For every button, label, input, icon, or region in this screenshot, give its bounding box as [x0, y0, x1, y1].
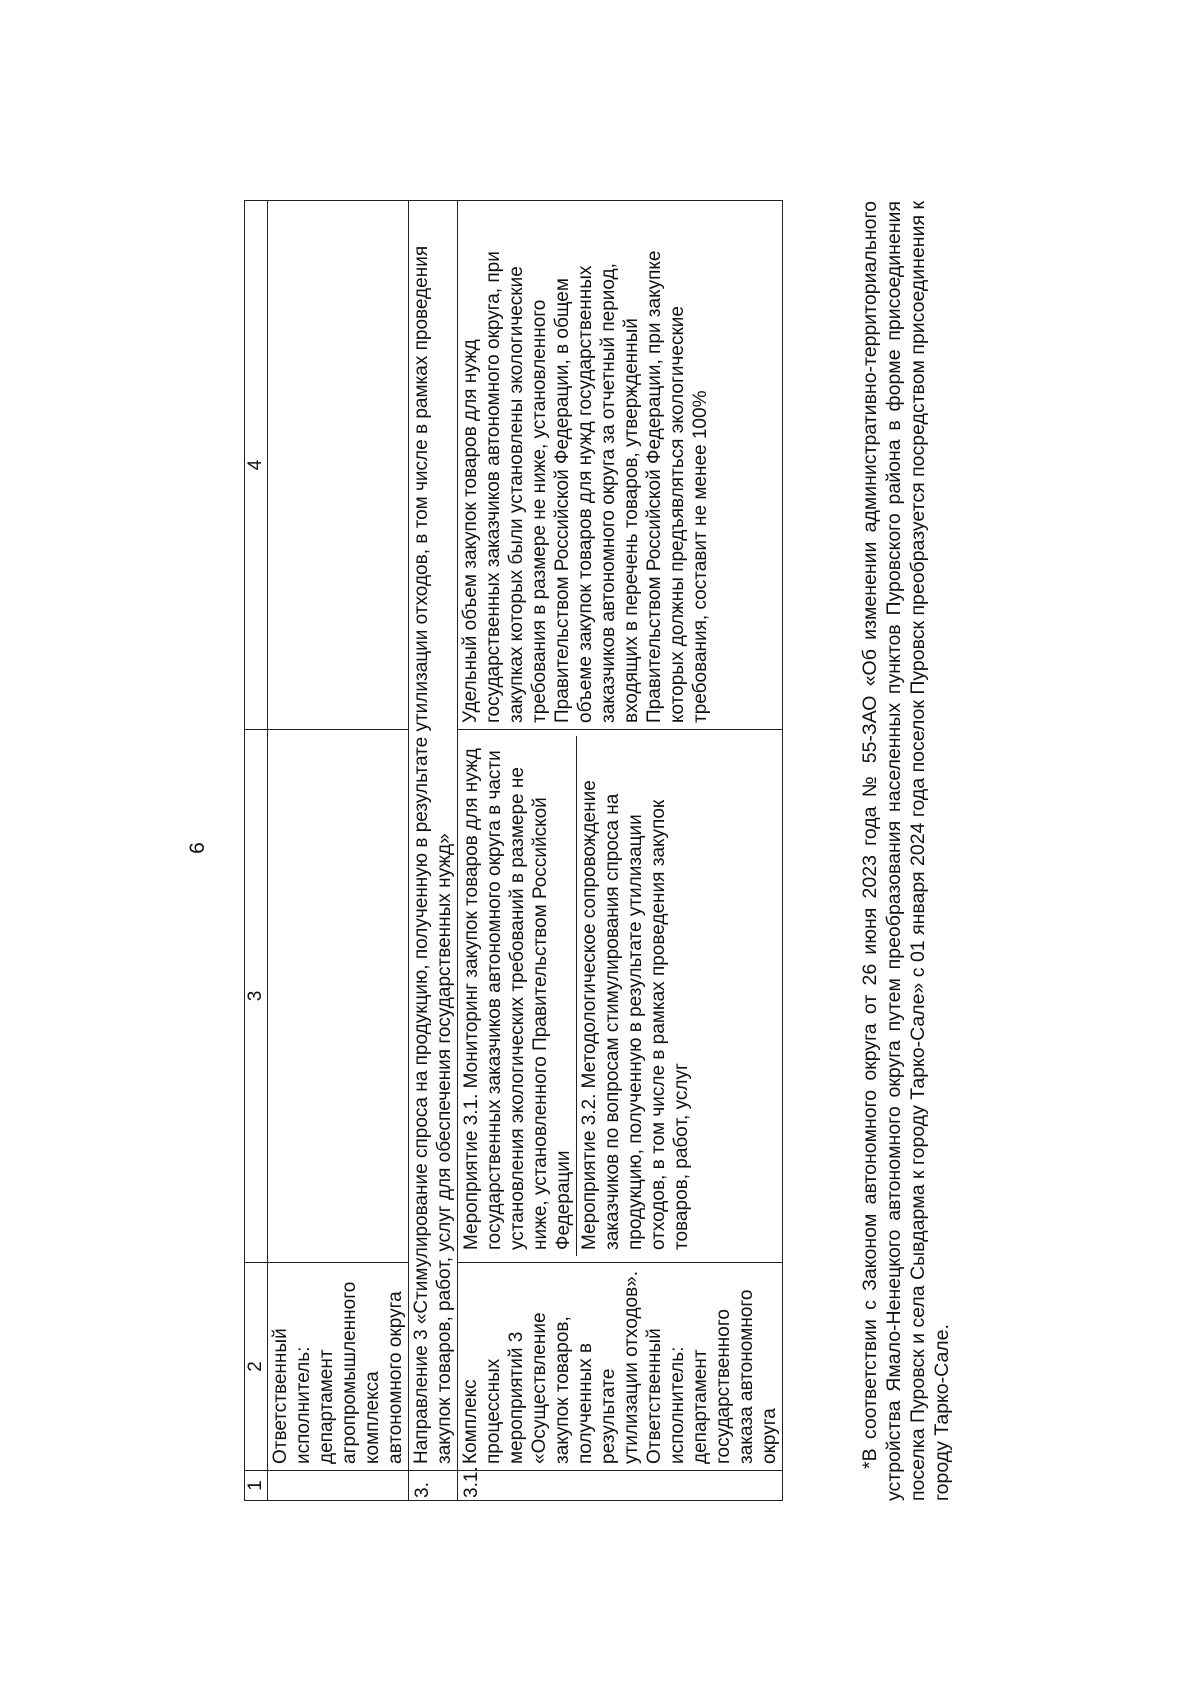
page-number: 6 [186, 842, 209, 854]
complex-responsible: Ответственный исполнитель: департамент государственного заказа автономного округа [644, 1289, 780, 1464]
measures-table [244, 200, 783, 1501]
cell-measures [458, 730, 783, 1263]
table-row-responsible [268, 201, 409, 1501]
cell-empty-col4 [268, 201, 409, 730]
header-col-1: 1 [245, 1471, 268, 1501]
cell-empty-col3 [268, 730, 409, 1263]
table-row-complex [458, 201, 783, 1501]
complex-title: Комплекс процессных мероприятий 3 «Осуществление закупок товаров, полученных в результате утилизации отходов». [460, 1270, 642, 1464]
table-row-direction [409, 201, 458, 1501]
measure-3-1: Мероприятие 3.1. Мониторинг закупок товаров для нужд государственных заказчиков автономного округа в части установления экологических требований в размере не ниже, установленного Правительством Российской Федерации [461, 748, 574, 1250]
cell-complex-num: 3.1. [458, 1471, 783, 1501]
header-col-3: 3 [245, 730, 268, 1263]
header-col-2: 2 [245, 1263, 268, 1471]
rotated-landscape-content [150, 173, 1050, 1523]
cell-direction-title: Направление 3 «Стимулирование спроса на продукцию, полученную в результате утилизации отходов, в том числе в рамках проведения закупок товаров, работ, услуг для обеспечения государственных нужд» [409, 201, 458, 1471]
footnote: *В соответствии с Законом автономного округа от 26 июня 2023 года № 55-ЗАО «Об изменении административно-территориального устройства Ямало-Ненецкого автономного округа путем преобразования населенных пунктов Пуровского района в форме присоединения поселка Пуровск и села Сывдарма к городу Тарко-Сале» с 01 января 2024 года поселок Пуровск преобразуется посредством присоединения к городу Тарко-Сале. [859, 201, 953, 1501]
cell-direction-num: 3. [409, 1471, 458, 1501]
measure-3-2: Мероприятие 3.2. Методологическое сопровождение заказчиков по вопросам стимулирования спроса на продукцию, полученную в результате утилизации отходов, в том числе в рамках проведения закупок товаров, работ, услуг [576, 736, 694, 1256]
cell-responsible-agro: Ответственный исполнитель: департамент агропромышленного комплекса автономного округа [268, 1263, 409, 1471]
cell-result-indicator: Удельный объем закупок товаров для нужд государственных заказчиков автономного округа, при закупках которых были установлены экологические требования в размере не ниже, установленного Правительством Российской Федерации, в общем объеме закупок товаров для нужд государственных заказчиков автономного округа за отчетный период, входящих в перечень товаров, утвержденный Правительством Российской Федерации, при закупке которых должны предъявляться экологические требования, составит не менее 100% [458, 201, 783, 730]
table-header-row [245, 201, 268, 1501]
header-col-4: 4 [245, 201, 268, 730]
cell-complex-description [458, 1263, 783, 1471]
cell-empty-num [268, 1471, 409, 1501]
